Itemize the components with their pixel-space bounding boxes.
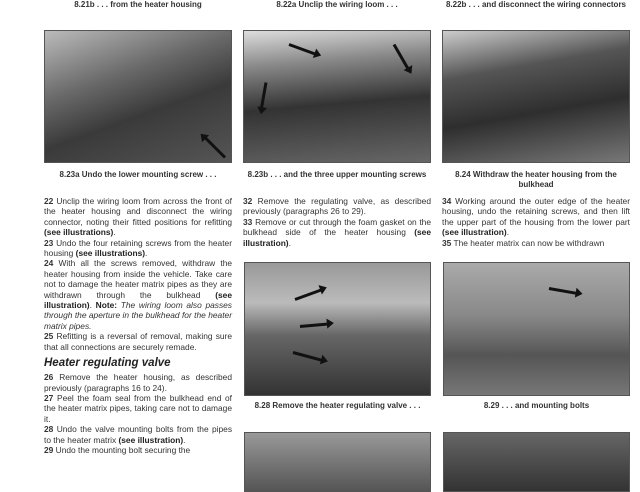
arrow-icon bbox=[288, 43, 317, 56]
section-heading: Heater regulating valve bbox=[44, 357, 171, 370]
arrow-icon bbox=[300, 322, 330, 328]
caption-8-28: 8.28 Remove the heater regulating valve . . . bbox=[254, 401, 421, 410]
caption-8-22a: 8.22a Unclip the wiring loom . . . bbox=[276, 0, 398, 9]
para-num: 34 bbox=[442, 196, 452, 206]
caption-8-22b: 8.22b . . . and disconnect the wiring connectors bbox=[445, 0, 627, 9]
arrow-icon bbox=[549, 287, 579, 295]
caption-8-21b: 8.21b . . . from the heater housing bbox=[74, 0, 202, 9]
photo-8-23a bbox=[44, 30, 232, 163]
para-num: 28 bbox=[44, 424, 54, 435]
para-num: 26 bbox=[44, 372, 54, 383]
punct: . bbox=[89, 300, 96, 311]
ref: (see illustrations) bbox=[44, 227, 114, 238]
para-35: The heater matrix can now be withdrawn bbox=[453, 237, 605, 248]
punct: . bbox=[183, 434, 186, 445]
para-num: 22 bbox=[44, 196, 54, 206]
caption-8-23b: 8.23b . . . and the three upper mounting screws bbox=[247, 170, 427, 179]
note-label: Note: bbox=[95, 300, 118, 311]
punct: . bbox=[113, 227, 116, 238]
ref: (see illustration) bbox=[442, 227, 507, 238]
ref: (see illustration) bbox=[44, 289, 232, 311]
para-num: 33 bbox=[243, 216, 253, 227]
photo-8-28 bbox=[244, 262, 431, 396]
photo-8-29 bbox=[443, 262, 630, 396]
arrow-icon bbox=[203, 135, 226, 158]
photo-8-24 bbox=[442, 30, 630, 163]
text-column-2 bbox=[243, 196, 431, 248]
para-num: 32 bbox=[243, 196, 253, 206]
text-column-1 bbox=[44, 196, 232, 455]
para-num: 25 bbox=[44, 331, 54, 342]
para-32: Remove the regulating valve, as described previously (paragraphs 26 to 29). bbox=[243, 196, 431, 217]
caption-8-29: 8.29 . . . and mounting bolts bbox=[483, 401, 590, 410]
text-column-3 bbox=[442, 196, 630, 248]
arrow-icon bbox=[393, 44, 411, 71]
para-33: Remove or cut through the foam gasket on the bulkhead side of the heater housing bbox=[243, 216, 432, 238]
caption-8-23a: 8.23a Undo the lower mounting screw . . . bbox=[59, 170, 217, 179]
ref: (see illustration) bbox=[118, 434, 184, 445]
punct: . bbox=[288, 237, 291, 248]
para-num: 35 bbox=[442, 237, 452, 248]
caption-8-24: 8.24 Withdraw the heater housing from the bulkhead bbox=[455, 170, 617, 189]
para-34: Working around the outer edge of the heater housing, undo the retaining screws, and then lift the upper part of the housing from the lower part bbox=[442, 196, 631, 227]
photo-bottom-middle bbox=[244, 432, 431, 492]
para-28: Undo the valve mounting bolts from the pipes to the heater matrix bbox=[44, 424, 233, 445]
arrow-icon bbox=[260, 82, 268, 110]
para-26: Remove the heater housing, as described previously (paragraphs 16 to 24). bbox=[44, 372, 232, 393]
para-25: Refitting is a reversal of removal, making sure that all connections are securely remade. bbox=[44, 331, 232, 352]
photo-bottom-right bbox=[443, 432, 630, 492]
para-23: Undo the four retaining screws from the heater housing bbox=[44, 237, 232, 259]
punct: . bbox=[506, 227, 510, 238]
para-22: Unclip the wiring loom from across the front of the heater housing and disconnect the wiring connector, noting their fitted positions for refitting bbox=[44, 196, 233, 227]
punct: . bbox=[145, 248, 148, 259]
ref: (see illustrations) bbox=[75, 248, 146, 259]
ref: (see illustration) bbox=[243, 227, 431, 248]
para-num: 23 bbox=[44, 237, 54, 248]
para-num: 27 bbox=[44, 392, 54, 403]
para-num: 24 bbox=[44, 258, 54, 269]
arrow-icon bbox=[294, 288, 323, 301]
para-24: With all the screws removed, withdraw the heater housing from inside the vehicle. Take care not to damage the heater matrix pipes as they are withdrawn through the bulkhead bbox=[44, 258, 233, 300]
note: The wiring loom also passes through the aperture in the bulkhead for the heater matrix pipes. bbox=[44, 300, 232, 331]
para-num: 29 bbox=[44, 444, 54, 455]
para-29: Undo the mounting bolt securing the bbox=[55, 444, 191, 455]
photo-8-23b bbox=[243, 30, 431, 163]
arrow-icon bbox=[293, 351, 325, 362]
para-27: Peel the foam seal from the bulkhead end of the heater matrix pipes, taking care not to damage it. bbox=[44, 392, 232, 424]
